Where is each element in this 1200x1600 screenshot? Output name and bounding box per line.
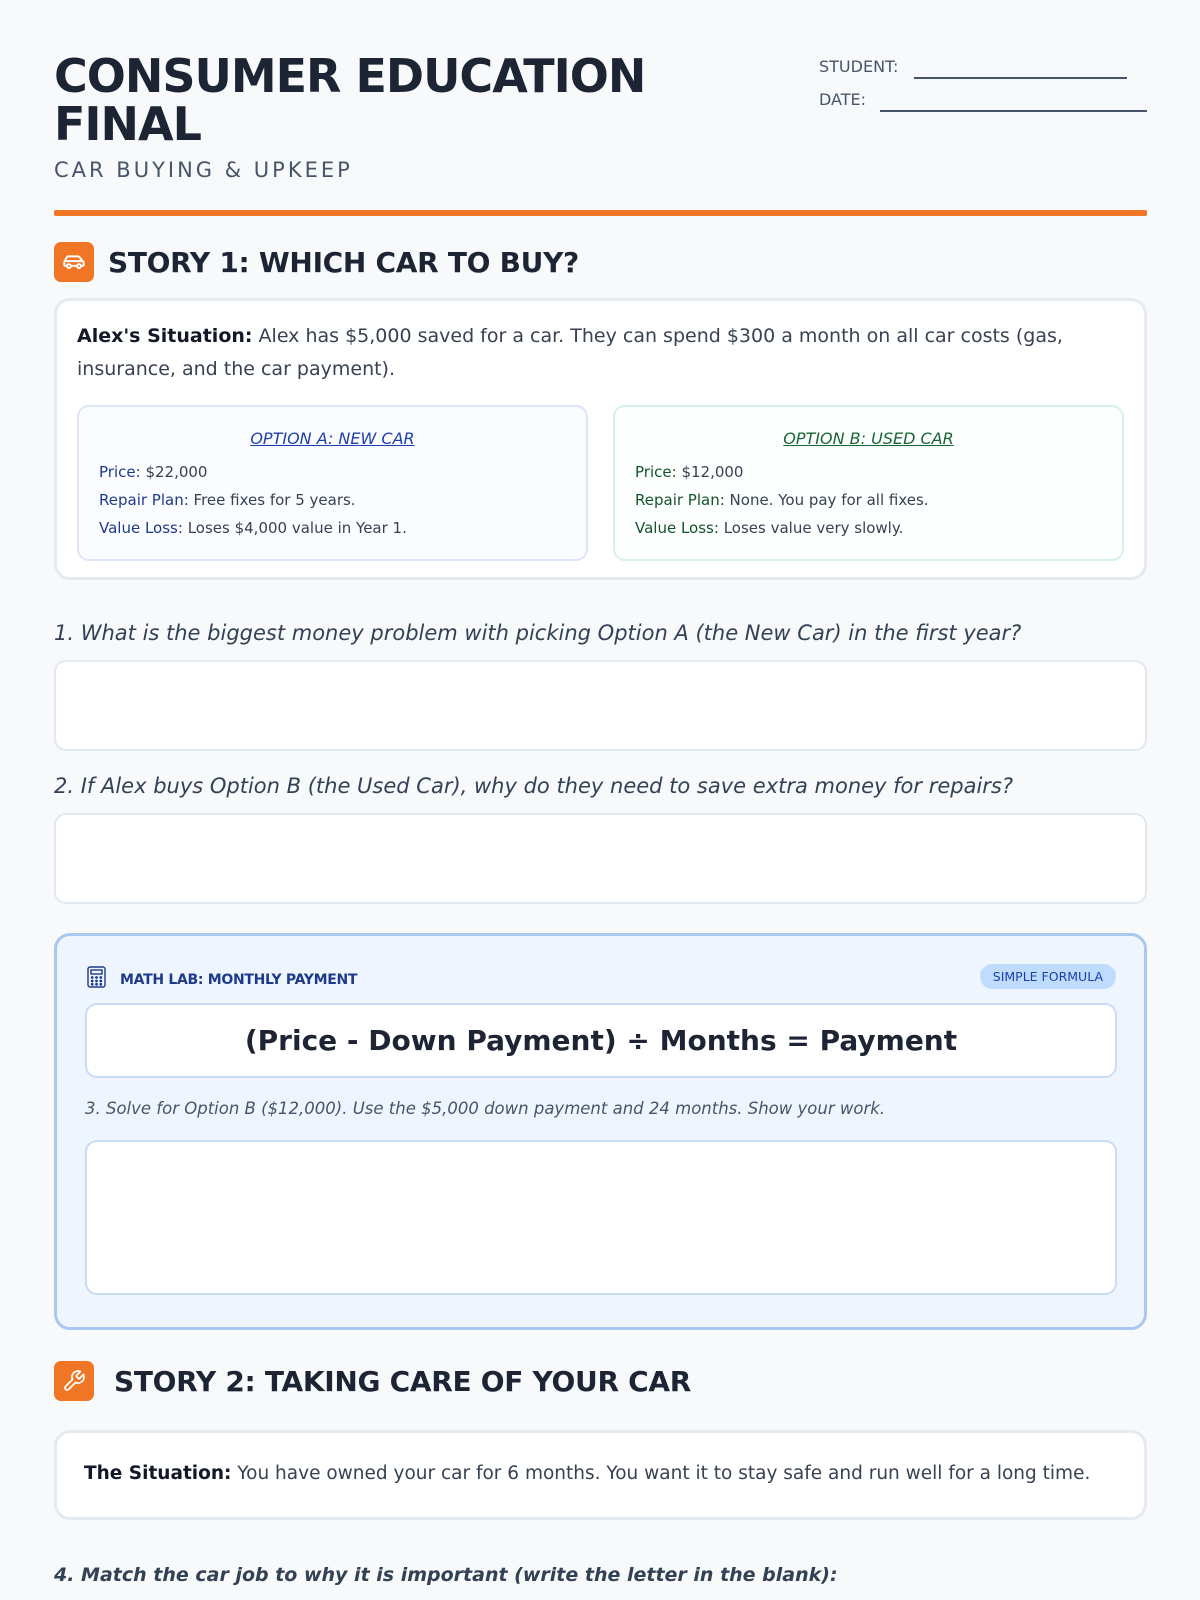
worksheet-page	[54, 0, 1147, 1586]
date-label: DATE:	[819, 90, 867, 109]
option-b-repair: Repair Plan: None. You pay for all fixes.	[635, 491, 929, 509]
calculator-icon	[87, 966, 106, 993]
situation-label: Alex's Situation:	[77, 325, 253, 347]
date-blank[interactable]	[880, 110, 1147, 112]
option-a-repair: Repair Plan: Free fixes for 5 years.	[99, 491, 356, 509]
page-subtitle: CAR BUYING & UPKEEP	[54, 158, 353, 182]
question-3: 3. Solve for Option B ($12,000). Use the $5,000 down payment and 24 months. Show your work.	[85, 1099, 886, 1118]
worksheet-header	[54, 0, 1147, 216]
story1-situation	[77, 320, 1117, 386]
math-lab-title: MATH LAB: MONTHLY PAYMENT	[120, 971, 358, 988]
formula-badge: SIMPLE FORMULA	[980, 964, 1116, 989]
question-2: 2. If Alex buys Option B (the Used Car), why do they need to save extra money for repairs?	[54, 774, 1014, 798]
situation-text: Alex has $5,000 saved for a car. They can spend $300 a month on all car costs (gas, insurance, and the car payment).	[77, 325, 1063, 380]
story1-title: STORY 1: WHICH CAR TO BUY?	[108, 245, 579, 279]
student-label: STUDENT:	[819, 57, 899, 76]
answer-box-2[interactable]	[54, 813, 1147, 904]
option-a-title: OPTION A: NEW CAR	[250, 429, 415, 448]
option-b-value: Value Loss: Loses value very slowly.	[635, 519, 904, 537]
work-box-3[interactable]	[85, 1140, 1117, 1295]
story2-situation	[54, 1430, 1147, 1520]
option-a-value: Value Loss: Loses $4,000 value in Year 1.	[99, 519, 407, 537]
situation2-label: The Situation:	[84, 1463, 232, 1484]
story2-title: STORY 2: TAKING CARE OF YOUR CAR	[114, 1364, 692, 1398]
story1-heading	[54, 242, 579, 282]
question-1: 1. What is the biggest money problem with picking Option A (the New Car) in the first year?	[54, 621, 1022, 645]
formula-display: (Price - Down Payment) ÷ Months = Payment	[85, 1003, 1117, 1078]
situation2-text: You have owned your car for 6 months. You want it to stay safe and run well for a long time.	[231, 1463, 1091, 1484]
option-a-price: Price: $22,000	[99, 463, 208, 481]
story2-heading	[54, 1361, 691, 1401]
option-b-card	[613, 405, 1124, 561]
answer-box-1[interactable]	[54, 660, 1147, 751]
math-lab-heading	[87, 966, 357, 993]
option-b-price: Price: $12,000	[635, 463, 744, 481]
question-4: 4. Match the car job to why it is important (write the letter in the blank):	[54, 1564, 838, 1586]
option-b-title: OPTION B: USED CAR	[783, 429, 954, 448]
math-lab-panel	[54, 933, 1147, 1330]
car-icon	[54, 242, 94, 282]
student-name-blank[interactable]	[914, 77, 1127, 79]
wrench-icon	[54, 1361, 94, 1401]
page-title: CONSUMER EDUCATION FINAL	[54, 49, 646, 151]
header-divider	[54, 210, 1147, 216]
story1-card	[54, 298, 1147, 580]
option-a-card	[77, 405, 588, 561]
